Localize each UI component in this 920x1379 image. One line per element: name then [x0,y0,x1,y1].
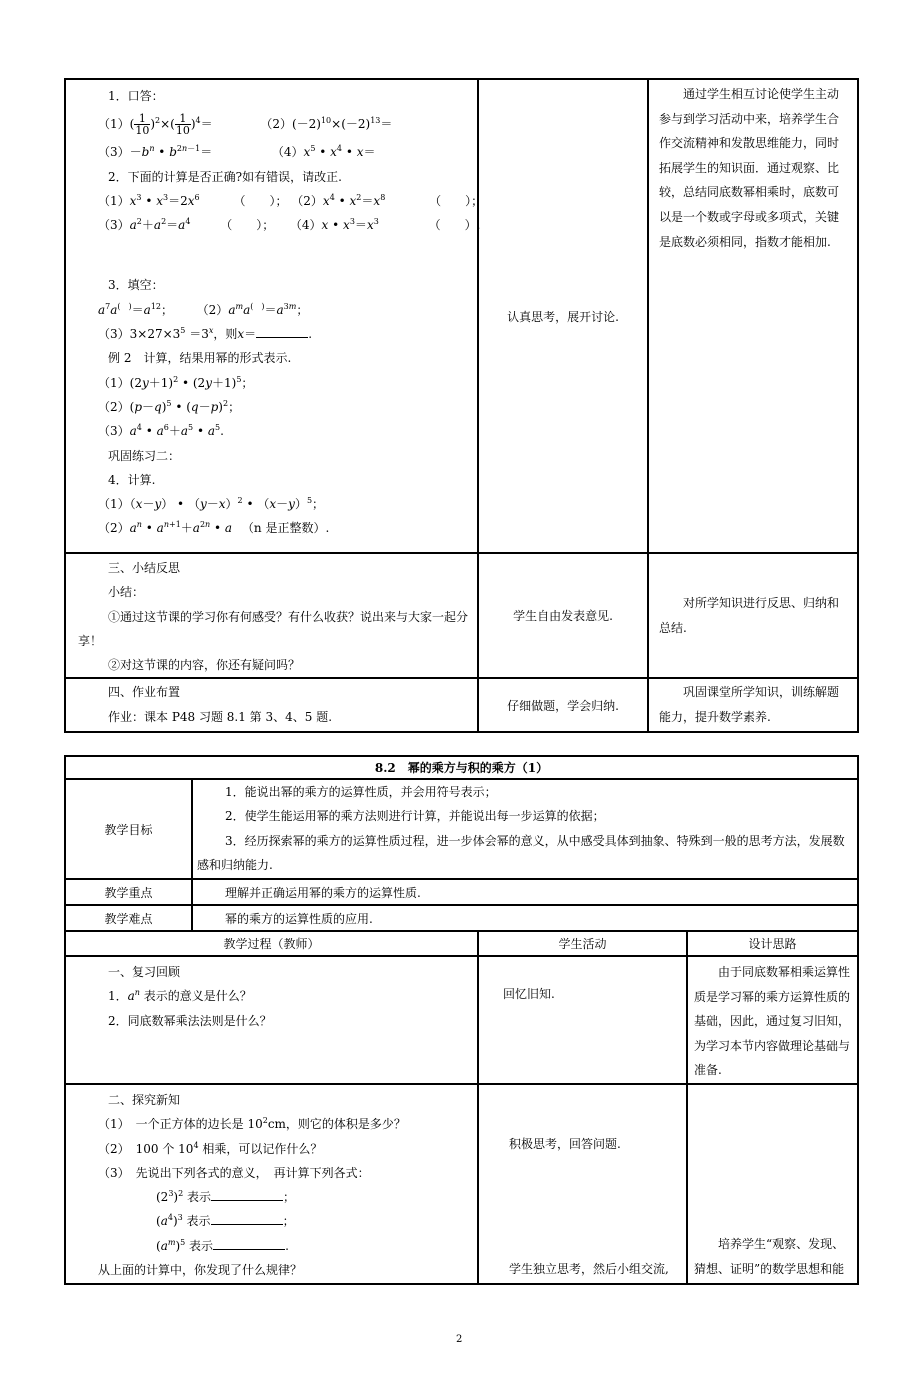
summary-q2: ②对这节课的内容，你还有疑问吗？ [108,658,301,673]
header-teacher: 教学过程（教师） [65,931,478,956]
difficulty-text: 幂的乘方的运算性质的应用. [225,911,373,926]
homework-cell [65,678,478,732]
review-cell [65,956,478,1084]
q4-line2: $(2)a^n$ • $a^{n+1}+a^{2n}$ • a （n 是正整数）. [98,520,330,536]
table-row [65,756,858,779]
difficulty-label-cell [65,905,192,931]
q2-title: 2．下面的计算是否正确?如有错误，请改正. [108,169,342,184]
explore-student-cell [478,1084,687,1284]
q3-line1: $a^7a^{( )}=a^{12}$； $(2)a^ma^{( )}=a^{3m}$； [98,301,309,317]
teacher-process-cell [65,79,484,553]
homework-student-cell [478,678,648,732]
objective-3: 3．经历探索幂的乘方的运算性质过程，进一步体会幂的意义，从中感受具体到抽象、特殊到一般的思考方法，发展数感和归纳能力. [197,833,845,872]
example-2-title: 例 2 计算，结果用幂的形式表示. [108,351,292,366]
summary-q1: ①通过这节课的学习你有何感受？有什么收获？说出来与大家一起分享！ [78,609,469,648]
example-2-line3: $(3)a^4$ • $a^6+a^5$ • $a^5$. [98,423,224,439]
explore-design-cell [687,1084,858,1284]
page-number: 2 [456,1334,463,1345]
q3-title: 3．填空： [108,278,164,293]
objectives-cell [192,779,858,879]
objective-2: 2．使学生能运用幂的乘方法则进行计算，并能说出每一步运算的依据； [225,809,605,824]
explore-title: 二、探究新知 [108,1092,181,1107]
homework-student-text: 仔细做题，学会归纳. [507,698,619,713]
explore-find: 从上面的计算中，你发现了什么规律？ [98,1263,303,1278]
explore-student-text-1: 积极思考，回答问题. [509,1136,621,1151]
table-row [65,931,858,956]
q2-line2: $(3)a^2+a^2=a^4$ （ ）； （4）x • $x^3=x^3$ （ ）. [98,217,481,233]
summary-design-text: 对所学知识进行反思、归纳和总结. [659,596,840,635]
explore-cell [65,1084,478,1284]
explore-design-text: 培养学生“观察、发现、猜想、证明”的数学思想和能 [694,1236,845,1276]
review-design-text: 由于同底数幂相乘运算性质是学习幂的乘方运算性质的基础，因此，通过复习旧知，为学习本节内容做理论基础与准备. [694,965,851,1078]
table-row [65,905,858,931]
review-student-text: 回忆旧知. [503,987,555,1001]
student-activity-text: 认真思考，展开讨论. [507,309,619,324]
review-student-cell [478,956,687,1084]
summary-title: 三、小结反思 [108,561,181,575]
homework-design-cell [648,678,858,732]
homework-title: 四、作业布置 [108,685,181,700]
lesson-table-8-2 [64,755,859,1285]
explore-expr-1: $(2^3)^2$ 表示 ； [156,1189,296,1205]
explore-q2: （2） 100 个 $10^4$ 相乘，可以记作什么？ [98,1140,323,1156]
table-row [65,79,858,553]
q3-line2: $(3)3\times 27\times 3^5 =3^x$，则x＝ . [98,326,313,342]
lesson-table-continued [64,78,859,733]
explore-q1: （1） 一个正方体的边长是 $10^2cm$，则它的体积是多少？ [98,1116,406,1132]
difficulty-cell [192,905,858,931]
table-row [65,956,858,1084]
q4-title: 4．计算. [108,472,156,487]
q1-line2: $(3)-b^n$ • $b^{2n-1}= (4)x^5$ • $x^4$ • x＝ [98,144,376,160]
table-row [65,1084,858,1284]
key-text: 理解并正确运用幂的乘方的运算性质. [225,885,421,900]
example-2-line2: $(2)(p-q)^5$ • $(q-p)^2$； [98,398,241,414]
table-row [65,678,858,732]
homework-text: 作业：课本 P48 习题 8.1 第 3、4、5 题. [108,709,333,724]
objective-1: 1．能说出幂的乘方的运算性质，并会用符号表示； [225,785,497,799]
example-2-line1: $(1)(2y+1)^2$ • $(2y+1)^5$； [98,374,254,390]
q1-line1: （1）( $\frac{1}{10}$ )$^2$×( $\frac{1}{10}$ )$^4= (2)(-2)^{10}\times(-2)^{13}=$ [98,112,393,138]
explore-student-text-2: 学生独立思考，然后小组交流, [509,1261,669,1276]
summary-student-cell [478,553,648,678]
design-idea-cell [648,79,858,553]
student-activity-cell [478,79,648,553]
objectives-label: 教学目标 [104,822,153,837]
summary-design-cell [648,553,858,678]
key-cell [192,879,858,905]
difficulty-label: 教学难点 [104,911,153,926]
table-row [65,779,858,879]
table-row [65,553,858,678]
summary-label: 小结： [108,585,145,600]
summary-cell [65,553,478,678]
explore-expr-3: $(a^m)^5$ 表示 . [156,1237,289,1253]
header-design: 设计思路 [687,931,858,956]
review-design-cell [687,956,858,1084]
header-student: 学生活动 [478,931,687,956]
review-title: 一、复习回顾 [108,965,181,979]
explore-q3: （3） 先说出下列各式的意义， 再计算下列各式： [98,1165,370,1180]
explore-expr-2: $(a^4)^3$ 表示 ； [156,1213,295,1229]
q1-title: 1．口答： [108,89,164,103]
homework-design-text: 巩固课堂所学知识，训练解题能力，提升数学素养. [659,685,840,725]
key-label-cell [65,879,192,905]
practice-2-title: 巩固练习二： [108,448,181,463]
table-row [65,879,858,905]
q4-line1: （1）（x－y） • $(y-x)^2$ • $(x-y)^5$； [98,496,325,512]
design-idea-text: 通过学生相互讨论使学生主动参与到学习活动中来，培养学生合作交流精神和发散思维能力，同时拓展学生的知识面．通过观察、比较，总结同底数幂相乘时，底数可以是一个数或字母或多项式，关键是底数必须相同，指数才能相加. [659,87,840,249]
review-q1: 1．$a^n$ 表示的意义是什么？ [108,988,252,1004]
lesson-title: 8.2 幂的乘方与积的乘方（1） [374,761,549,775]
review-q2: 2．同底数幂乘法法则是什么？ [108,1013,272,1028]
objectives-label-cell [65,779,192,879]
key-label: 教学重点 [104,885,153,900]
q2-line1: $(1)x^3$ • $x^3=2x^6$ （ ）； $(2)x^4$ • $x^2=x^8$ （ ）； [98,192,484,208]
lesson-title-cell [65,756,858,779]
summary-student-text: 学生自由发表意见. [513,609,613,624]
